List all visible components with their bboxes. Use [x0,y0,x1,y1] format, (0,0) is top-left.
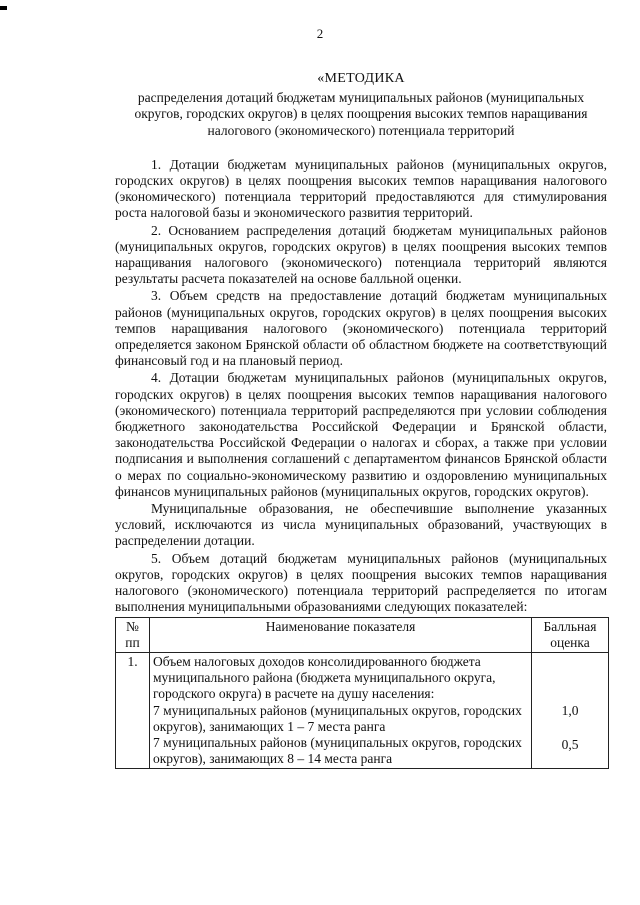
document-title: «МЕТОДИКА [317,71,405,86]
document-subtitle: распределения дотаций бюджетам муниципальных районов (муниципальных округов, городских округов) в целях поощрения высоких темпов наращивания налогового (экономического) потенциала территорий [134,90,588,138]
paragraph-conditions: Муниципальные образования, не обеспечившие выполнение указанных условий, исключаются из числа муниципальных образований, участвующих в распределении дотации. [115,501,607,549]
header-indicator-name: Наименование показателя [150,617,532,652]
paragraph-1: 1. Дотации бюджетам муниципальных районов (муниципальных округов, городских округов) в целях поощрения высоких темпов наращивания налогового (экономического) потенциала территорий предоставляются для стимулирования роста налоговой базы и экономического развития территорий. [115,156,607,221]
indicator-item-1: 7 муниципальных районов (муниципальных округов, городских округов), занимающих 1 – 7 места ранга [153,702,522,734]
paragraph-3: 3. Объем средств на предоставление дотаций бюджетам муниципальных районов (муниципальных округов, городских округов) в целях поощрения высоких темпов наращивания налогового (экономического) потенциала территорий определяется законом Брянской области об областном бюджете на соответствующий финансовый год и на плановый период. [115,288,607,369]
header-score: Балльная оценка [532,617,609,652]
row-number: 1. [116,652,150,768]
paragraph-2: 2. Основанием распределения дотаций бюджетам муниципальных районов (муниципальных округов, городских округов) в целях поощрения высоких темпов наращивания налогового (экономического) потенциала территорий являются результаты расчета показателей на основе балльной оценки. [115,222,607,287]
table-row [116,652,609,768]
paragraph-5: 5. Объем дотаций бюджетам муниципальных районов (муниципальных округов, городских округов) в целях поощрения высоких темпов наращивания налогового (экономического) потенциала территорий распределяется по итогам выполнения муниципальными образованиями следующих показателей: [115,550,607,615]
row-score [532,652,609,768]
indicator-intro: Объем налоговых доходов консолидированного бюджета муниципального района (бюджета муниципального округа, городского округа) в расчете на душу населения: [153,653,496,702]
paragraph-4: 4. Дотации бюджетам муниципальных районов (муниципальных округов, городских округов) в целях поощрения высоких темпов наращивания налогового (экономического) потенциала территорий распределяются при условии соблюдения бюджетного законодательства Российской Федерации и Брянской области, законодательства Российской Федерации о налогах и сборах, а также при условии подписания и выполнения соглашений с департаментом финансов Брянской области о мерах по социально-экономическому развитию и оздоровлению муниципальных финансов муниципальных районов (муниципальных округов, городских округов). [115,370,607,499]
page-number: 2 [316,26,324,41]
indicators-table [115,617,609,770]
document-body [115,71,607,769]
header-number: № пп [116,617,150,652]
table-header-row [116,617,609,652]
indicator-item-2: 7 муниципальных районов (муниципальных округов, городских округов), занимающих 8 – 14 места ранга [153,734,522,767]
row-indicator [150,652,532,768]
score-value-2: 0,5 [561,736,579,752]
score-value-1: 1,0 [561,702,579,718]
scan-artifact [0,6,7,10]
